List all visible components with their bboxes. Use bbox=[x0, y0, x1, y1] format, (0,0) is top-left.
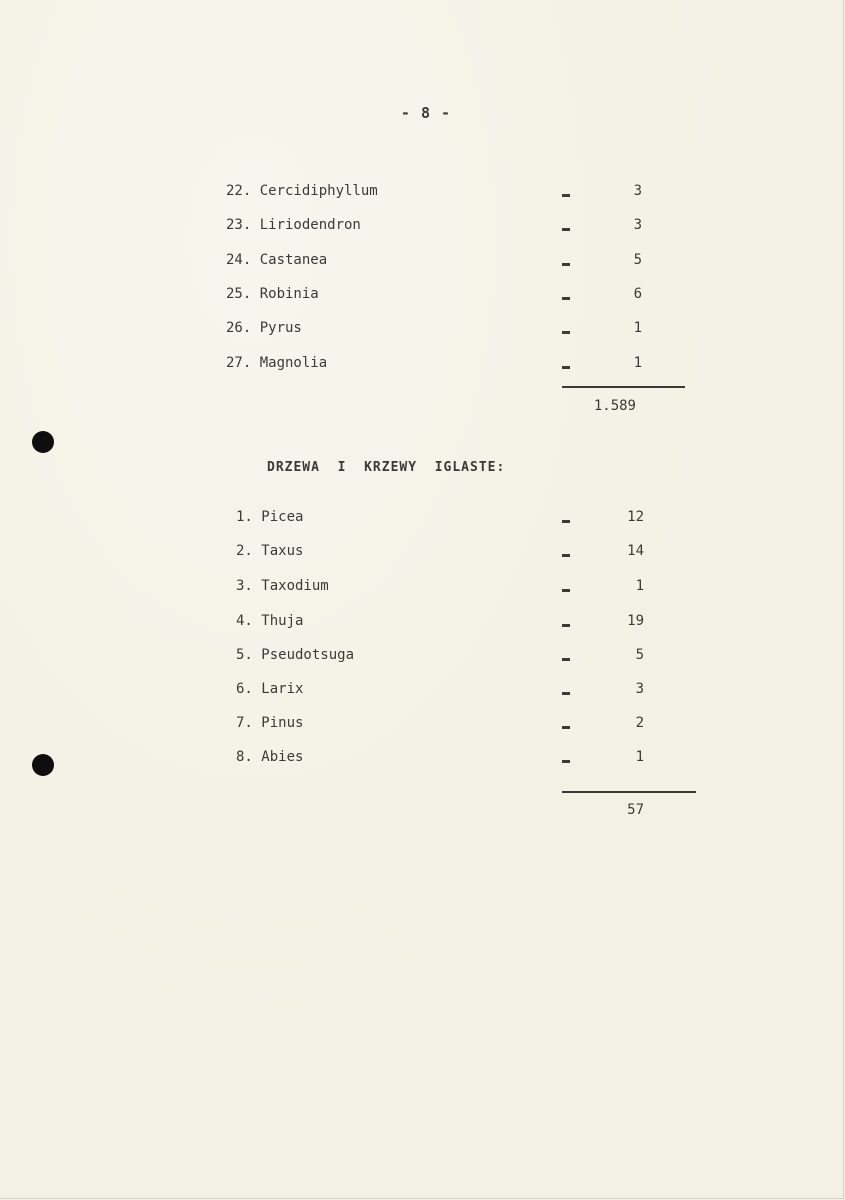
item-label: 4. Thuja bbox=[236, 613, 304, 629]
list-item bbox=[0, 217, 642, 241]
section-heading: DRZEWA I KRZEWY IGLASTE: bbox=[267, 460, 506, 475]
dash bbox=[562, 760, 570, 763]
list-item bbox=[0, 286, 642, 310]
dash bbox=[562, 297, 570, 300]
list-item bbox=[0, 749, 644, 773]
item-value: 3 bbox=[633, 183, 642, 199]
item-label: 7. Pinus bbox=[236, 715, 304, 731]
dash bbox=[562, 194, 570, 197]
list-item bbox=[0, 543, 644, 567]
dash bbox=[562, 589, 570, 592]
item-label: 27. Magnolia bbox=[226, 355, 328, 371]
item-value: 6 bbox=[633, 286, 642, 302]
dash bbox=[562, 624, 570, 627]
list-item bbox=[0, 715, 644, 739]
item-label: 24. Castanea bbox=[226, 252, 328, 268]
item-label: 8. Abies bbox=[236, 749, 304, 765]
item-value: 14 bbox=[627, 543, 644, 559]
item-value: 3 bbox=[635, 681, 644, 697]
item-label: 26. Pyrus bbox=[226, 320, 302, 336]
item-label: 5. Pseudotsuga bbox=[236, 647, 355, 663]
item-label: 3. Taxodium bbox=[236, 578, 329, 594]
dash bbox=[562, 331, 570, 334]
dash bbox=[562, 520, 570, 523]
punch-hole bbox=[32, 431, 54, 453]
list-item bbox=[0, 320, 642, 344]
item-value: 12 bbox=[627, 509, 644, 525]
item-value: 1 bbox=[635, 578, 644, 594]
item-value: 5 bbox=[633, 252, 642, 268]
item-value: 5 bbox=[635, 647, 644, 663]
list-item bbox=[0, 252, 642, 276]
dash bbox=[562, 228, 570, 231]
item-label: 2. Taxus bbox=[236, 543, 304, 559]
list-item bbox=[0, 578, 644, 602]
list-item bbox=[0, 355, 642, 379]
dash bbox=[562, 263, 570, 266]
item-value: 19 bbox=[627, 613, 644, 629]
dash bbox=[562, 366, 570, 369]
item-value: 2 bbox=[635, 715, 644, 731]
item-label: 25. Robinia bbox=[226, 286, 319, 302]
sum-line bbox=[562, 386, 685, 388]
page-number: - 8 - bbox=[400, 104, 452, 122]
item-value: 3 bbox=[633, 217, 642, 233]
dash bbox=[562, 658, 570, 661]
dash bbox=[562, 726, 570, 729]
dash bbox=[562, 554, 570, 557]
sum-total: 1.589 bbox=[593, 398, 636, 414]
list-item bbox=[0, 509, 644, 533]
item-value: 1 bbox=[633, 355, 642, 371]
item-label: 22. Cercidiphyllum bbox=[226, 183, 378, 199]
sum-line bbox=[562, 791, 696, 793]
list-item bbox=[0, 613, 644, 637]
item-label: 6. Larix bbox=[236, 681, 304, 697]
list-item bbox=[0, 647, 644, 671]
list-item bbox=[0, 681, 644, 705]
item-label: 1. Picea bbox=[236, 509, 304, 525]
item-value: 1 bbox=[635, 749, 644, 765]
dash bbox=[562, 692, 570, 695]
punch-hole bbox=[32, 754, 54, 776]
item-value: 1 bbox=[633, 320, 642, 336]
list-item bbox=[0, 183, 642, 207]
sum-total: 57 bbox=[627, 802, 644, 818]
item-label: 23. Liriodendron bbox=[226, 217, 361, 233]
